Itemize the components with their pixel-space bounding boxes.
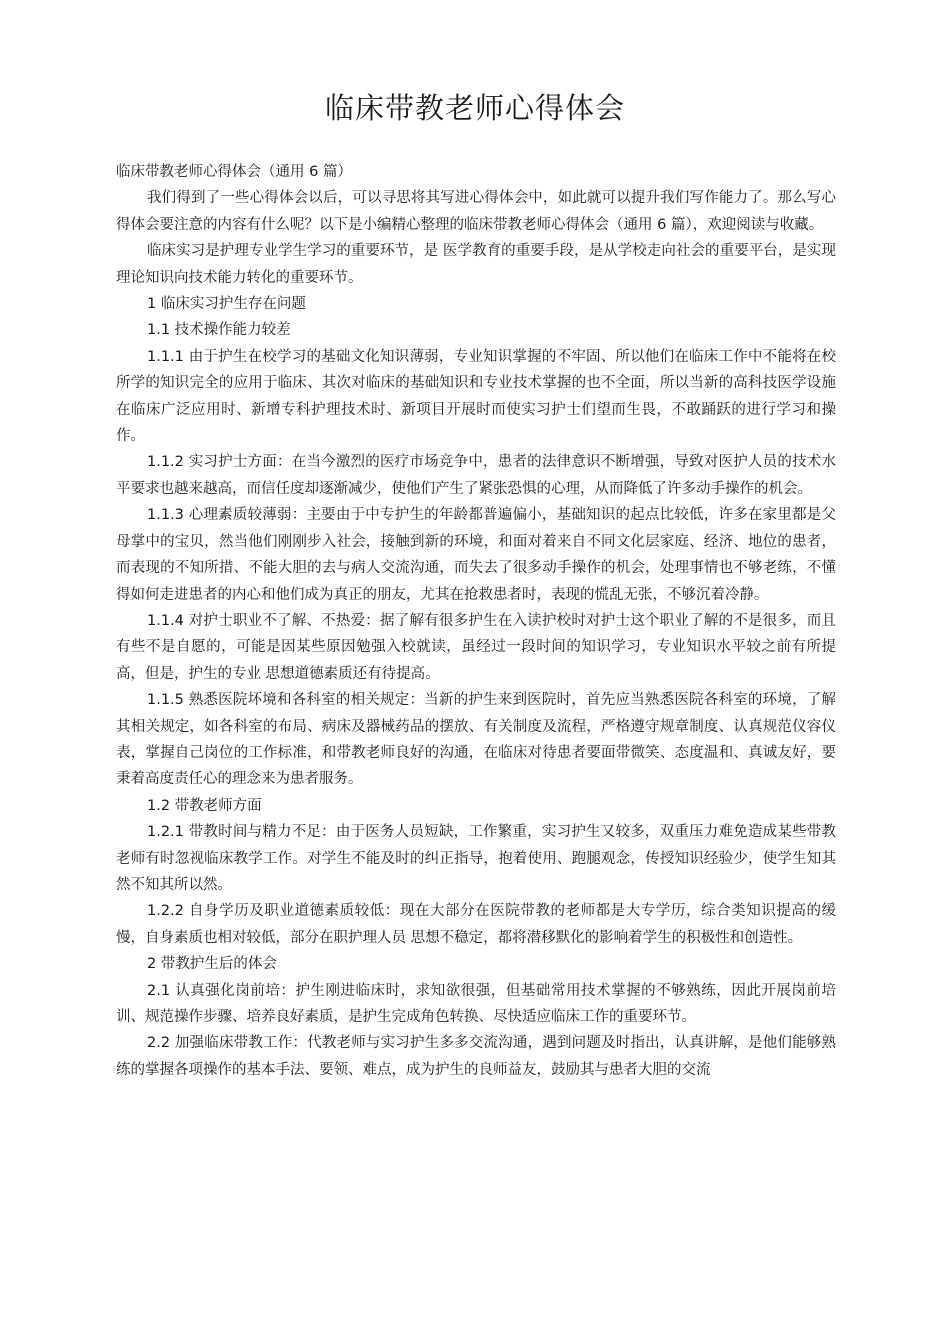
body-paragraph: 临床带教老师心得体会（通用 6 篇）: [116, 164, 352, 180]
body-paragraph: 1.2 带教老师方面: [147, 797, 262, 814]
body-paragraph: 1 临床实习护生存在问题: [147, 296, 306, 313]
body-paragraph: 2.1 认真强化岗前培：护生刚进临床时，求知欲很强，但基础常用技术掌握的不够熟练，因此开展岗前培训、规范操作步骤、培养良好素质，是护生完成角色转换、尽快适应临床工作的重要环节。: [116, 982, 836, 1025]
body-paragraph: 1.1.4 对护士职业不了解、不热爱：据了解有很多护生在入读护校时对护士这个职业了解的不是很多，而且有些不是自愿的，可能是因某些原因勉强入校就读，虽经过一段时间的知识学习，专业知识水平较之前有所提高，但是，护生的专业 思想道德素质还有待提高。: [116, 612, 836, 682]
body-paragraph: 临床实习是护理专业学生学习的重要环节，是 医学教育的重要手段，是从学校走向社会的重要平台，是实现理论知识向技术能力转化的重要环节。: [116, 243, 836, 286]
body-paragraph: 1.2.1 带教时间与精力不足：由于医务人员短缺，工作繁重，实习护生又较多，双重压力难免造成某些带教老师有时忽视临床教学工作。对学生不能及时的纠正指导，抱着使用、跑腿观念，传授知识经验少，使学生知其然不知其所以然。: [116, 824, 836, 893]
body-paragraph: 1.1.5 熟悉医院坏境和各科室的相关规定：当新的护生来到医院时，首先应当熟悉医院各科室的环境，了解其相关规定，如各科室的布局、病床及器械药品的摆放、有关制度及流程，严格遵守规章制度、认真规范仪容仪表，掌握自己岗位的工作标准，和带教老师良好的沟通，在临床对待患者要面带微笑、态度温和、真诚友好，要秉着高度责任心的理念来为患者服务。: [116, 692, 836, 788]
body-paragraph: 1.1.1 由于护生在校学习的基础文化知识薄弱，专业知识掌握的不牢固、所以他们在临床工作中不能将在校所学的知识完全的应用于临床、其次对临床的基础知识和专业技术掌握的也不全面，所以当新的高科技医学设施在临床广泛应用时、新增专科护理技术时、新项目开展时而使实习护士们望而生畏，不敢踊跃的进行学习和操作。: [116, 348, 836, 445]
body-paragraph: 1.1.3 心理素质较薄弱：主要由于中专护生的年龄都普遍偏小，基础知识的起点比较低，许多在家里都是父母掌中的宝贝，然当他们刚刚步入社会，接触到新的环境，和面对着来自不同文化层家庭、经济、地位的患者，而表现的不知所措、不能大胆的去与病人交流沟通，而失去了很多动手操作的机会，处理事情也不够老练，不懂得如何走进患者的内心和他们成为真正的朋友，尤其在抢救患者时，表现的慌乱无张，不够沉着冷静。: [116, 507, 836, 603]
body-paragraph: 2 带教护生后的体会: [147, 956, 277, 973]
body-paragraph: 我们得到了一些心得体会以后，可以寻思将其写进心得体会中，如此就可以提升我们写作能力了。那么写心得体会要注意的内容有什么呢？以下是小编精心整理的临床带教老师心得体会（通用 6 篇），欢迎阅读与收藏。: [116, 190, 836, 233]
body-paragraph: 1.1.2 实习护士方面：在当今激烈的医疗市场竞争中，患者的法律意识不断增强，导致对医护人员的技术水平要求也越来越高，而信任度却逐渐减少，使他们产生了紧张恐惧的心理，从而降低了许多动手操作的机会。: [116, 454, 836, 497]
body-paragraph: 1.1 技术操作能力较差: [147, 322, 291, 339]
document-body: [116, 159, 836, 1083]
document-title: 临床带教老师心得体会: [324, 91, 625, 125]
body-paragraph: 1.2.2 自身学历及职业道德素质较低：现在大部分在医院带教的老师都是大专学历，综合类知识提高的缓慢，自身素质也相对较低，部分在职护理人员 思想不稳定，都将潜移默化的影响着学生的积极性和创造性。: [116, 903, 836, 946]
body-paragraph: 2.2 加强临床带教工作：代教老师与实习护生多多交流沟通，遇到问题及时指出，认真讲解，是他们能够熟练的掌握各项操作的基本手法、要领、难点，成为护生的良师益友，鼓励其与患者大胆的交流: [116, 1035, 836, 1078]
